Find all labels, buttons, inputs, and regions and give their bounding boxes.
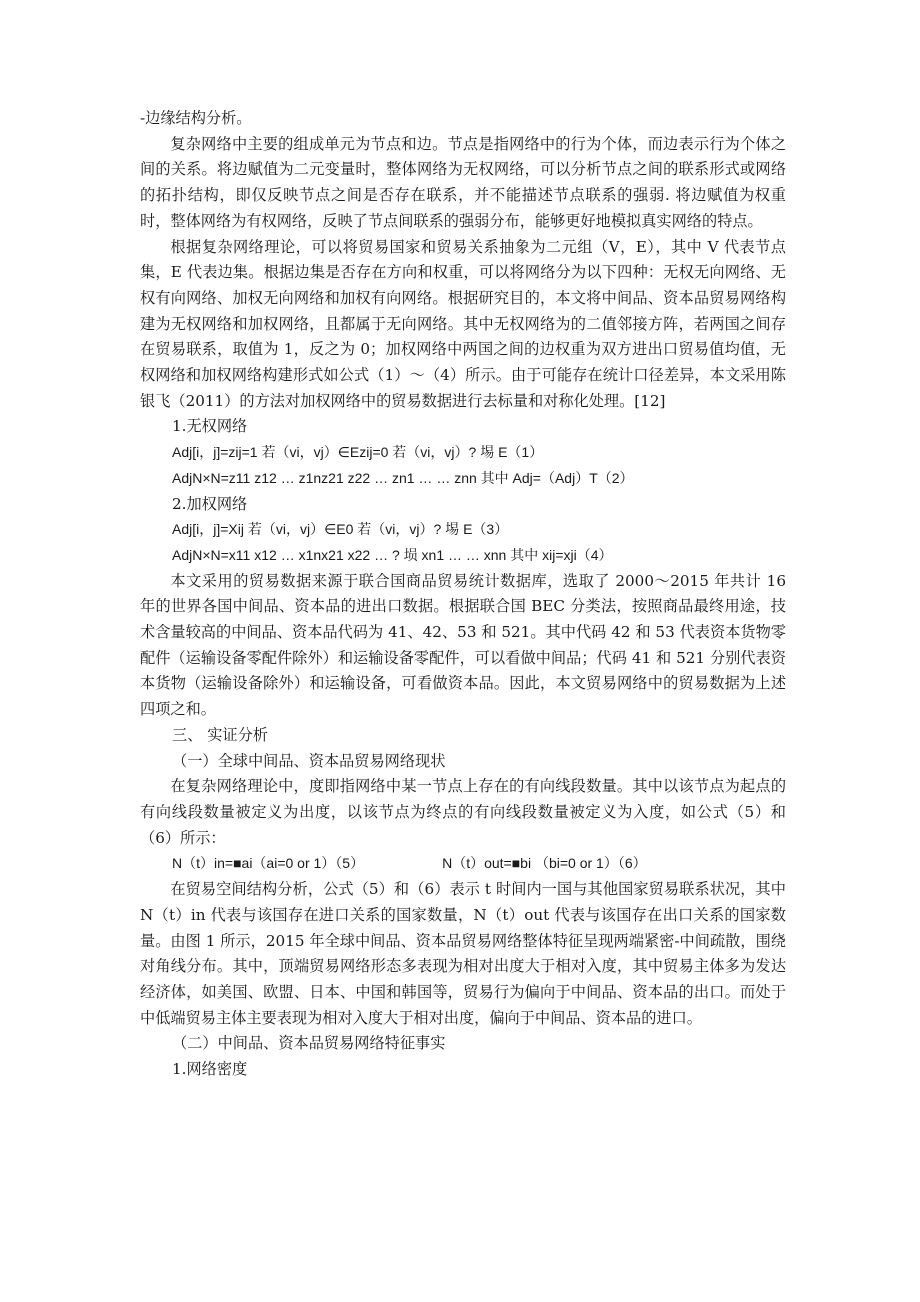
formula-1: Adj[i，j]=zij=1 若（vi，vj）∈Ezij=0 若（vi，vj）? 埸 E（1） <box>172 444 544 461</box>
heading-unweighted-network: 1.无权网络 <box>172 417 248 436</box>
document-body <box>140 106 786 1083</box>
formula-5: N（t）in=■ai（ai=0 or 1）（5） <box>172 855 365 872</box>
paragraph-network-theory: 根据复杂网络理论，可以将贸易国家和贸易关系抽象为二元组（V，E），其中 V 代表节点集，E 代表边集。根据边集是否存在方向和权重，可以将网络分为以下四种：无权无向网络、无权有向网络、加权无向网络和加权有向网络。根据研究目的，本文将中间品、资本品贸易网络构建为无权网络和加权网络，且都属于无向网络。其中无权网络为的二值邻接方阵，若两国之间存在贸易联系，取值为 1，反之为 0；加权网络中两国之间的边权重为双方进出口贸易值均值，无权网络和加权网络构建形式如公式（1）～（4）所示。由于可能存在统计口径差异，本文采用陈银飞（2011）的方法对加权网络中的贸易数据进行去标量和对称化处理。[12] <box>140 237 786 410</box>
subsection-heading-status: （一）全球中间品、资本品贸易网络现状 <box>172 751 446 770</box>
formula-2: AdjN×N=z11 z12 … z1nz21 z22 … zn1 … … znn 其中 Adj=（Adj）T（2） <box>172 469 634 486</box>
paragraph-degree-definition: 在复杂网络理论中，度即指网络中某一节点上存在的有向线段数量。其中以该节点为起点的有向线段数量被定义为出度，以该节点为终点的有向线段数量被定义为入度，如公式（5）和（6）所示： <box>140 777 786 847</box>
paragraph-data-source: 本文采用的贸易数据来源于联合国商品贸易统计数据库，选取了 2000～2015 年共计 16 年的世界各国中间品、资本品的进出口数据。根据联合国 BEC 分类法，按照商品最终用途，技术含量较高的中间品、资本品代码为 41、42、53 和 521。其中代码 42 和 53 代表资本货物零配件（运输设备零配件除外）和运输设备零配件，可以看做中间品；代码 41 和 521 分别代表资本货物（运输设备除外）和运输设备，可看做资本品。因此，本文贸易网络中的贸易数据为上述四项之和。 <box>140 571 786 719</box>
heading-network-density: 1.网络密度 <box>172 1060 248 1079</box>
formula-4: AdjN×N=x11 x12 … x1nx21 x22 … ? 埙 xn1 … … xnn 其中 xij=xji（4） <box>172 546 613 563</box>
paragraph-network-units: 复杂网络中主要的组成单元为节点和边。节点是指网络中的行为个体，而边表示行为个体之间的关系。将边赋值为二元变量时，整体网络为无权网络，可以分析节点之间的联系形式或网络的拓扑结构，即仅反映节点之间是否存在联系，并不能描述节点联系的强弱. 将边赋值为权重时，整体网络为有权网络，反映了节点间联系的强弱分布，能够更好地模拟真实网络的特点。 <box>140 134 786 230</box>
subsection-heading-features: （二）中间品、资本品贸易网络特征事实 <box>172 1034 446 1053</box>
formula-5-6-row <box>140 851 786 877</box>
paragraph-intro-fragment: -边缘结构分析。 <box>140 109 252 127</box>
paragraph-trade-structure: 在贸易空间结构分析，公式（5）和（6）表示 t 时间内一国与其他国家贸易联系状况，其中 N（t）in 代表与该国存在进口关系的国家数量，N（t）out 代表与该国存在出口关系的国家数量。由图 1 所示，2015 年全球中间品、资本品贸易网络整体特征呈现两端紧密-中间疏散，围绕对角线分布。其中，顶端贸易网络形态多表现为相对出度大于相对入度，其中贸易主体多为发达经济体，如美国、欧盟、日本、中国和韩国等，贸易行为偏向于中间品、资本品的出口。而处于中低端贸易主体主要表现为相对入度大于相对出度，偏向于中间品、资本品的进口。 <box>140 880 786 1027</box>
formula-3: Adj[i，j]=Xij 若（vi，vj）∈E0 若（vi，vj）? 埸 E（3） <box>172 521 509 538</box>
formula-6: N（t）out=■bi （bi=0 or 1）（6） <box>442 855 647 872</box>
heading-weighted-network: 2.加权网络 <box>172 494 248 513</box>
section-heading-empirical: 三、 实证分析 <box>172 725 268 744</box>
